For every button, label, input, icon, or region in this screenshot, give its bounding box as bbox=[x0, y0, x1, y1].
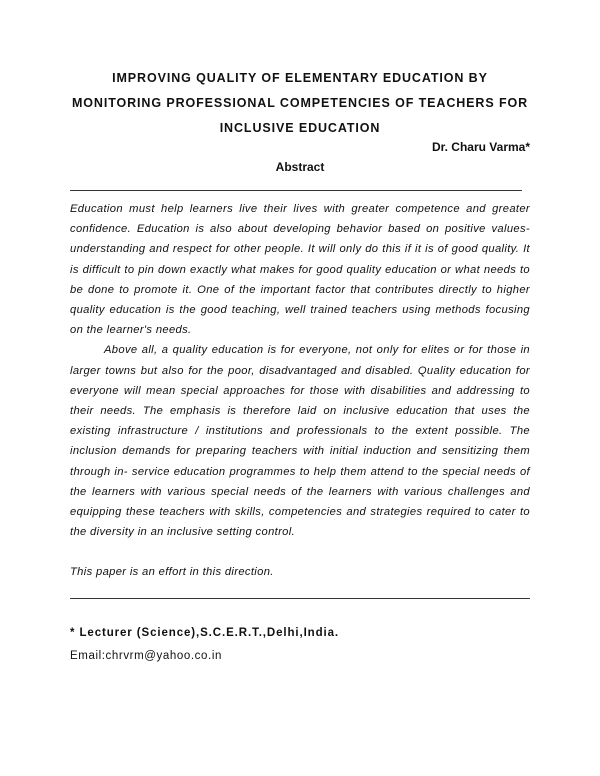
author-name: Dr. Charu Varma* bbox=[431, 140, 530, 154]
abstract-paragraph-3: This paper is an effort in this direction. bbox=[70, 566, 274, 579]
abstract-body bbox=[70, 199, 530, 583]
abstract-paragraph-1: Education must help learners live their lives with greater competence and greater confidence. Education is also about developing behavior based on positive values-understanding and respect for other people. It will only do this if it is of good quality. It is difficult to pin down exactly what makes for good quality education or what needs to be done to promote it. One of the important factor that contributes directly to higher quality education is the good teaching, well trained teachers using methods focusing on the learner's needs. bbox=[70, 203, 530, 337]
author-email: Email:chrvrm@yahoo.co.in bbox=[70, 650, 222, 662]
top-divider bbox=[70, 190, 522, 191]
bottom-divider bbox=[70, 598, 530, 599]
author-affiliation: * Lecturer (Science),S.C.E.R.T.,Delhi,India. bbox=[70, 627, 340, 639]
abstract-heading: Abstract bbox=[275, 160, 325, 174]
abstract-paragraph-2: Above all, a quality education is for everyone, not only for elites or for those in larger towns but also for the poor, disadvantaged and disabled. Quality education for everyone will mean special approaches for those with disabilities and addressing to their needs. The emphasis is therefore laid on inclusive education that uses the existing infrastructure / institutions and professionals to the extent possible. The inclusion demands for preparing teachers with initial induction and sensitizing them through in- service education programmes to help them attend to the special needs of the learners with various special needs of the learners with various challenges and equipping these teachers with skills, competencies and strategies required to cater to the diversity in an inclusive setting control. bbox=[70, 344, 530, 539]
paper-title: IMPROVING QUALITY OF ELEMENTARY EDUCATION BY MONITORING PROFESSIONAL COMPETENCIES OF TEACHERS FOR INCLUSIVE EDUCATION bbox=[71, 71, 529, 135]
